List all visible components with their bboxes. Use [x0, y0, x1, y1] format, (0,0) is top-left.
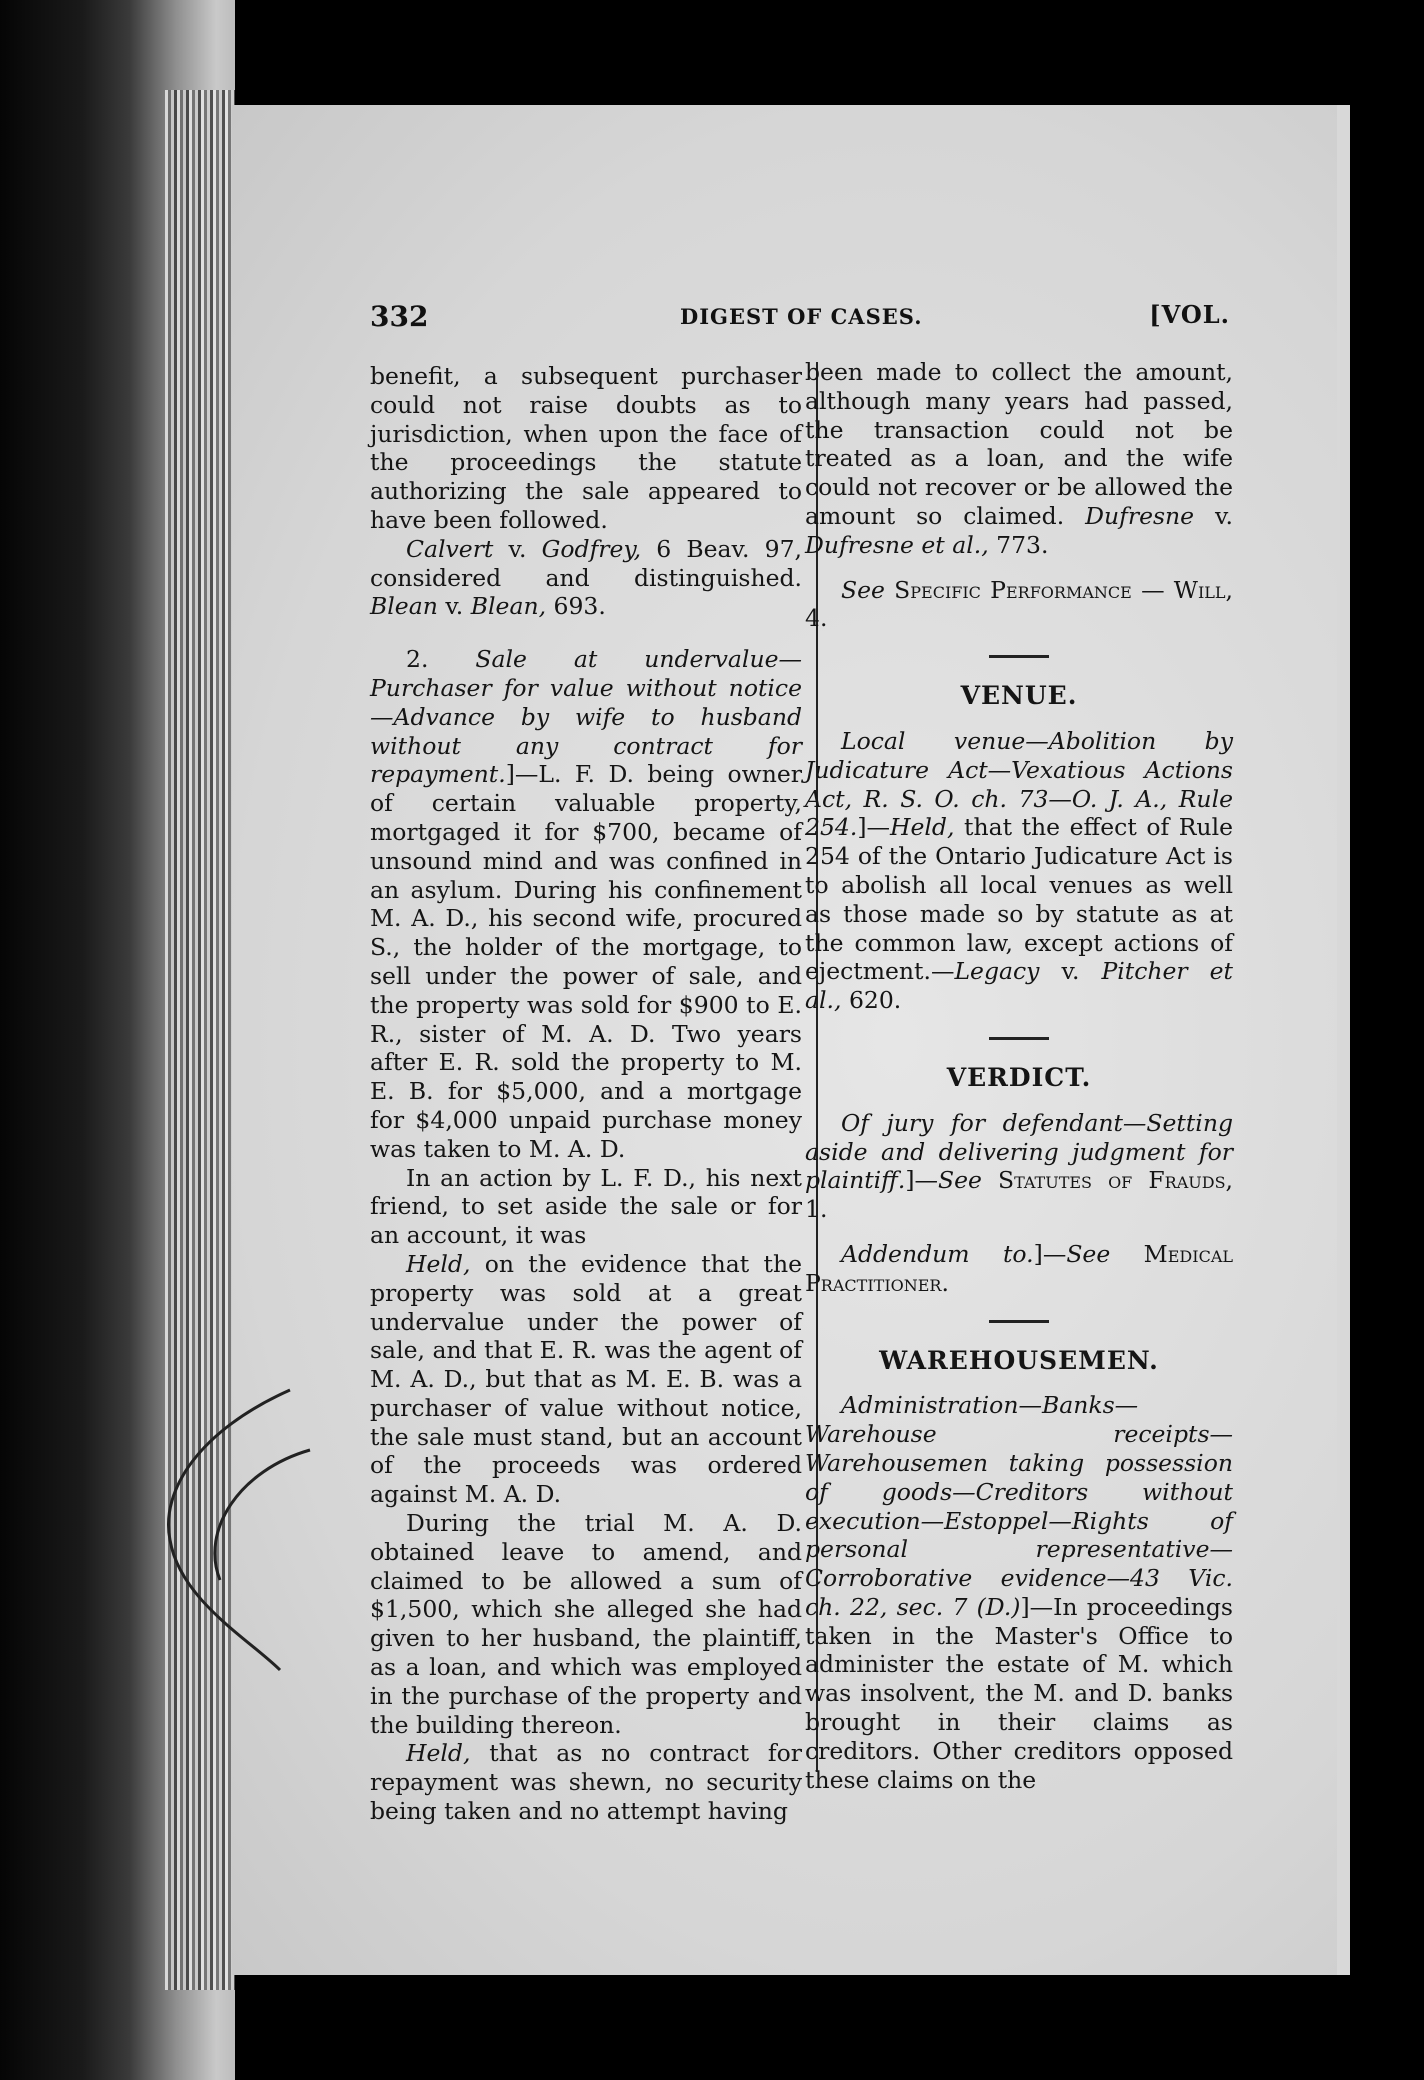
- cross-reference: See Specific Performance — Will, 4.: [805, 575, 1233, 633]
- section-rule: [989, 655, 1049, 658]
- page-number: 332: [370, 300, 429, 333]
- section-rule: [989, 1037, 1049, 1040]
- background-right: [1350, 0, 1424, 2080]
- page-right-edge: [1337, 105, 1350, 1975]
- section-heading: VERDICT.: [946, 1062, 1092, 1092]
- paragraph: Administration—Banks—Warehouse receipts—Warehousemen taking possession of goods—Creditors without execution—Estoppel—Rights of personal representative—Corroborative evidence—43 Vic. ch. 22, sec. 7 (D.)]—In proceedings taken in the Master's Office to administer the estate of M. which was insolvent, the M. and D. banks brought in their claims as creditors. Other creditors opposed these claims on the: [805, 1391, 1233, 1794]
- left-column: [370, 362, 802, 1826]
- page-header: [370, 300, 1230, 340]
- volume-label: [VOL.: [1149, 300, 1230, 329]
- paragraph: Calvert v. Godfrey, 6 Beav. 97, considered and distinguished. Blean v. Blean, 693.: [370, 534, 802, 621]
- paragraph: In an action by L. F. D., his next friend, to set aside the sale or for an account, it was: [370, 1163, 802, 1250]
- paragraph: Of jury for defendant—Setting aside and delivering judgment for plaintiff.]—See Statutes of Frauds, 1.: [805, 1108, 1233, 1224]
- section-heading: VENUE.: [960, 681, 1078, 711]
- paragraph: been made to collect the amount, although many years had passed, the transaction could not be treated as a loan, and the wife could not recover or be allowed the amount so claimed. Dufresne v. Dufresne et al., 773.: [805, 358, 1233, 559]
- paragraph: Held, that as no contract for repayment was shewn, no security being taken and no attempt having: [370, 1739, 802, 1826]
- paragraph: Held, on the evidence that the property was sold at a great undervalue under the power of sale, and that E. R. was the agent of M. A. D., but that as M. E. B. was a purchaser of value without notice, the sale must stand, but an account of the proceeds was ordered against M. A. D.: [370, 1249, 802, 1509]
- right-column: [805, 358, 1233, 1794]
- paragraph: benefit, a subsequent purchaser could not raise doubts as to jurisdiction, when upon the face of the proceedings the statute authorizing the sale appeared to have been followed.: [370, 362, 802, 534]
- handwritten-bracket-mark: [140, 1370, 320, 1690]
- paragraph: 2. Sale at undervalue—Purchaser for value without notice—Advance by wife to husband without any contract for repayment.]—L. F. D. being owner of certain valuable property, mortgaged it for $700, became of unsound mind and was confined in an asylum. During his confinement M. A. D., his second wife, procured S., the holder of the mortgage, to sell under the power of sale, and the property was sold for $900 to E. R., sister of M. A. D. Two years after E. R. sold the property to M. E. B. for $5,000, and a mortgage for $4,000 unpaid purchase money was taken to M. A. D.: [370, 645, 802, 1163]
- paragraph: Addendum to.]—See Medical Practitioner.: [805, 1239, 1233, 1297]
- paragraph: During the trial M. A. D. obtained leave to amend, and claimed to be allowed a sum of $1,500, which she alleged she had given to her husband, the plaintiff, as a loan, and which was employed in the purchase of the property and the building thereon.: [370, 1509, 802, 1739]
- section-heading: WAREHOUSEMEN.: [879, 1345, 1159, 1375]
- running-title: DIGEST OF CASES.: [680, 304, 923, 329]
- section-rule: [989, 1320, 1049, 1323]
- page-edges: [165, 90, 235, 1990]
- paragraph: Local venue—Abolition by Judicature Act—Vexatious Actions Act, R. S. O. ch. 73—O. J. A., Rule 254.]—Held, that the effect of Rule 254 of the Ontario Judicature Act is to abolish all local venues as well as those made so by statute as at the common law, except actions of ejectment.—Legacy v. Pitcher et al., 620.: [805, 726, 1233, 1015]
